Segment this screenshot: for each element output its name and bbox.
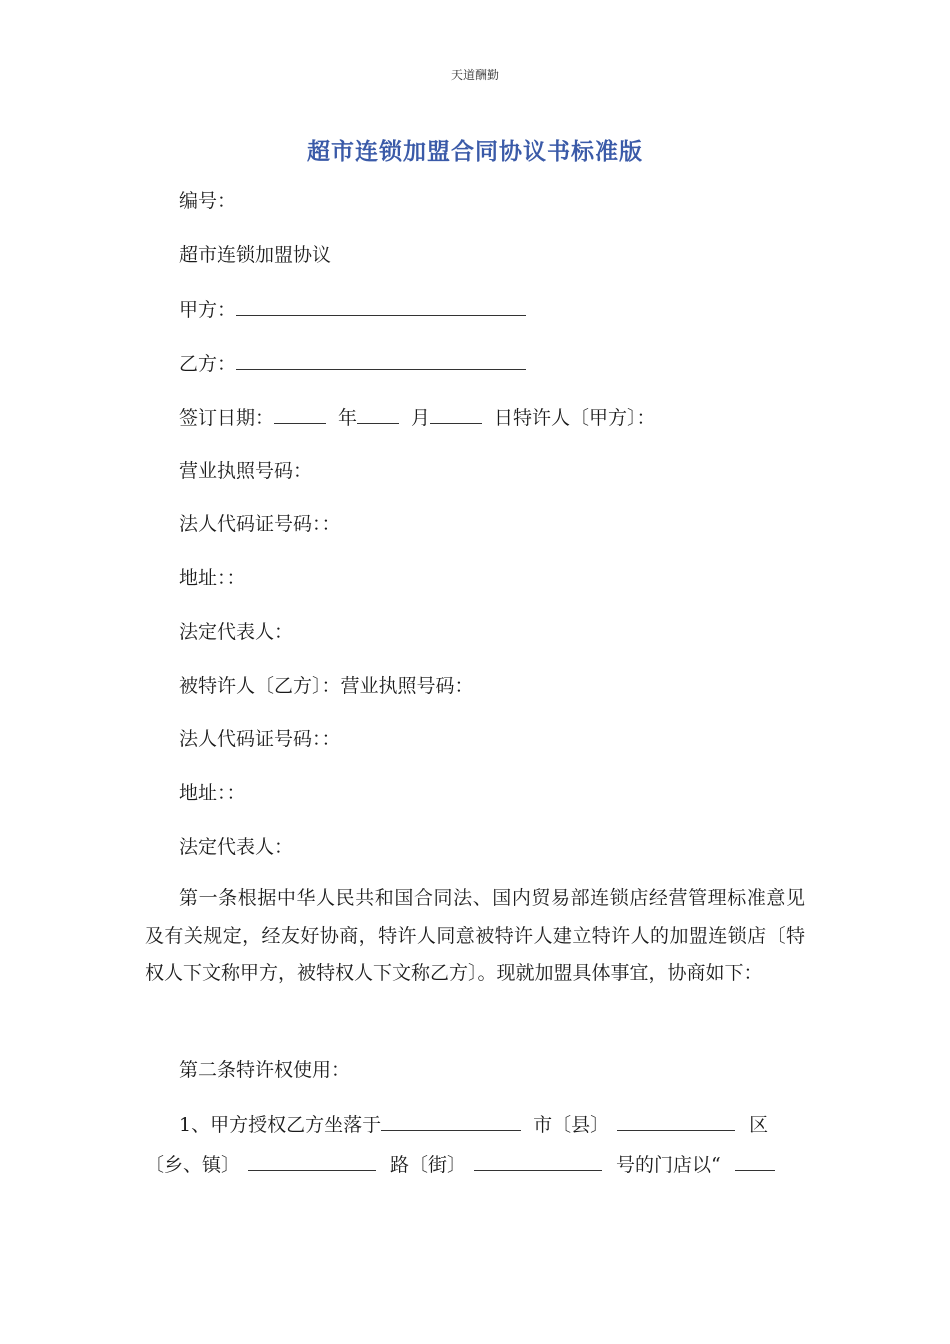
page-header: 天道酬勤	[450, 68, 499, 82]
year-label: 年	[338, 407, 358, 429]
city-label: 市〔县〕	[533, 1114, 610, 1136]
party-a-label: 甲方：	[179, 299, 237, 321]
agreement-subtitle: 超市连锁加盟协议	[179, 244, 332, 266]
day-blank	[430, 405, 482, 424]
party-b-blank	[236, 351, 526, 370]
article-1: 第一条根据中华人民共和国合同法、国内贸易部连锁店经营管理标准意见及有关规定，经友好协商，特许人同意被特许人建立特许人的加盟连锁店〔特权人下文称甲方，被特权人下文称乙方〕。现就加盟具体事宜，协商如下：	[145, 887, 805, 984]
franchisor-label: 日特许人〔甲方〕：	[494, 407, 656, 429]
rep-b-line	[179, 835, 293, 859]
address-b-line	[179, 781, 246, 805]
year-blank	[274, 405, 326, 424]
license-a-line	[179, 459, 312, 483]
district-label: 区	[749, 1114, 769, 1136]
month-label: 月	[411, 407, 431, 429]
party-b-line	[179, 351, 526, 376]
clause-1-line-1	[179, 1112, 768, 1137]
franchisee-label: 被特许人〔乙方〕：营业执照号码：	[179, 675, 474, 697]
article-2: 第二条特许权使用：	[179, 1059, 351, 1081]
store-name-blank	[735, 1152, 775, 1171]
town-label: 〔乡、镇〕	[145, 1154, 241, 1176]
rep-b-label: 法定代表人：	[179, 836, 294, 858]
subtitle-line	[179, 243, 331, 267]
town-blank	[248, 1152, 376, 1171]
article-2-line	[179, 1058, 350, 1082]
road-blank	[474, 1152, 602, 1171]
legal-code-b-line	[179, 727, 341, 751]
address-a-line	[179, 566, 246, 590]
legal-code-a-label: 法人代码证号码：：	[179, 513, 341, 535]
party-a-blank	[236, 297, 526, 316]
rep-a-label: 法定代表人：	[179, 621, 294, 643]
number-line	[179, 189, 236, 213]
legal-code-b-label: 法人代码证号码：：	[179, 728, 341, 750]
city-blank	[617, 1112, 735, 1131]
document-title: 超市连锁加盟合同协议书标准版	[307, 139, 643, 165]
party-a-line	[179, 297, 526, 322]
license-a-label: 营业执照号码：	[179, 460, 313, 482]
sign-date-line	[179, 405, 656, 430]
store-label: 号的门店以“	[616, 1154, 721, 1176]
month-blank	[357, 405, 399, 424]
legal-code-a-line	[179, 512, 341, 536]
franchisee-line	[179, 674, 474, 698]
clause-1-start: 1、甲方授权乙方坐落于	[179, 1114, 382, 1136]
address-a-label: 地址：：	[179, 567, 246, 589]
party-b-label: 乙方：	[179, 353, 237, 375]
rep-a-line	[179, 620, 293, 644]
sign-date-label: 签订日期：	[179, 407, 275, 429]
location-blank	[381, 1112, 521, 1131]
road-label: 路〔街〕	[390, 1154, 467, 1176]
clause-1-line-2	[145, 1152, 775, 1177]
number-label: 编号：	[179, 190, 237, 212]
address-b-label: 地址：：	[179, 782, 246, 804]
